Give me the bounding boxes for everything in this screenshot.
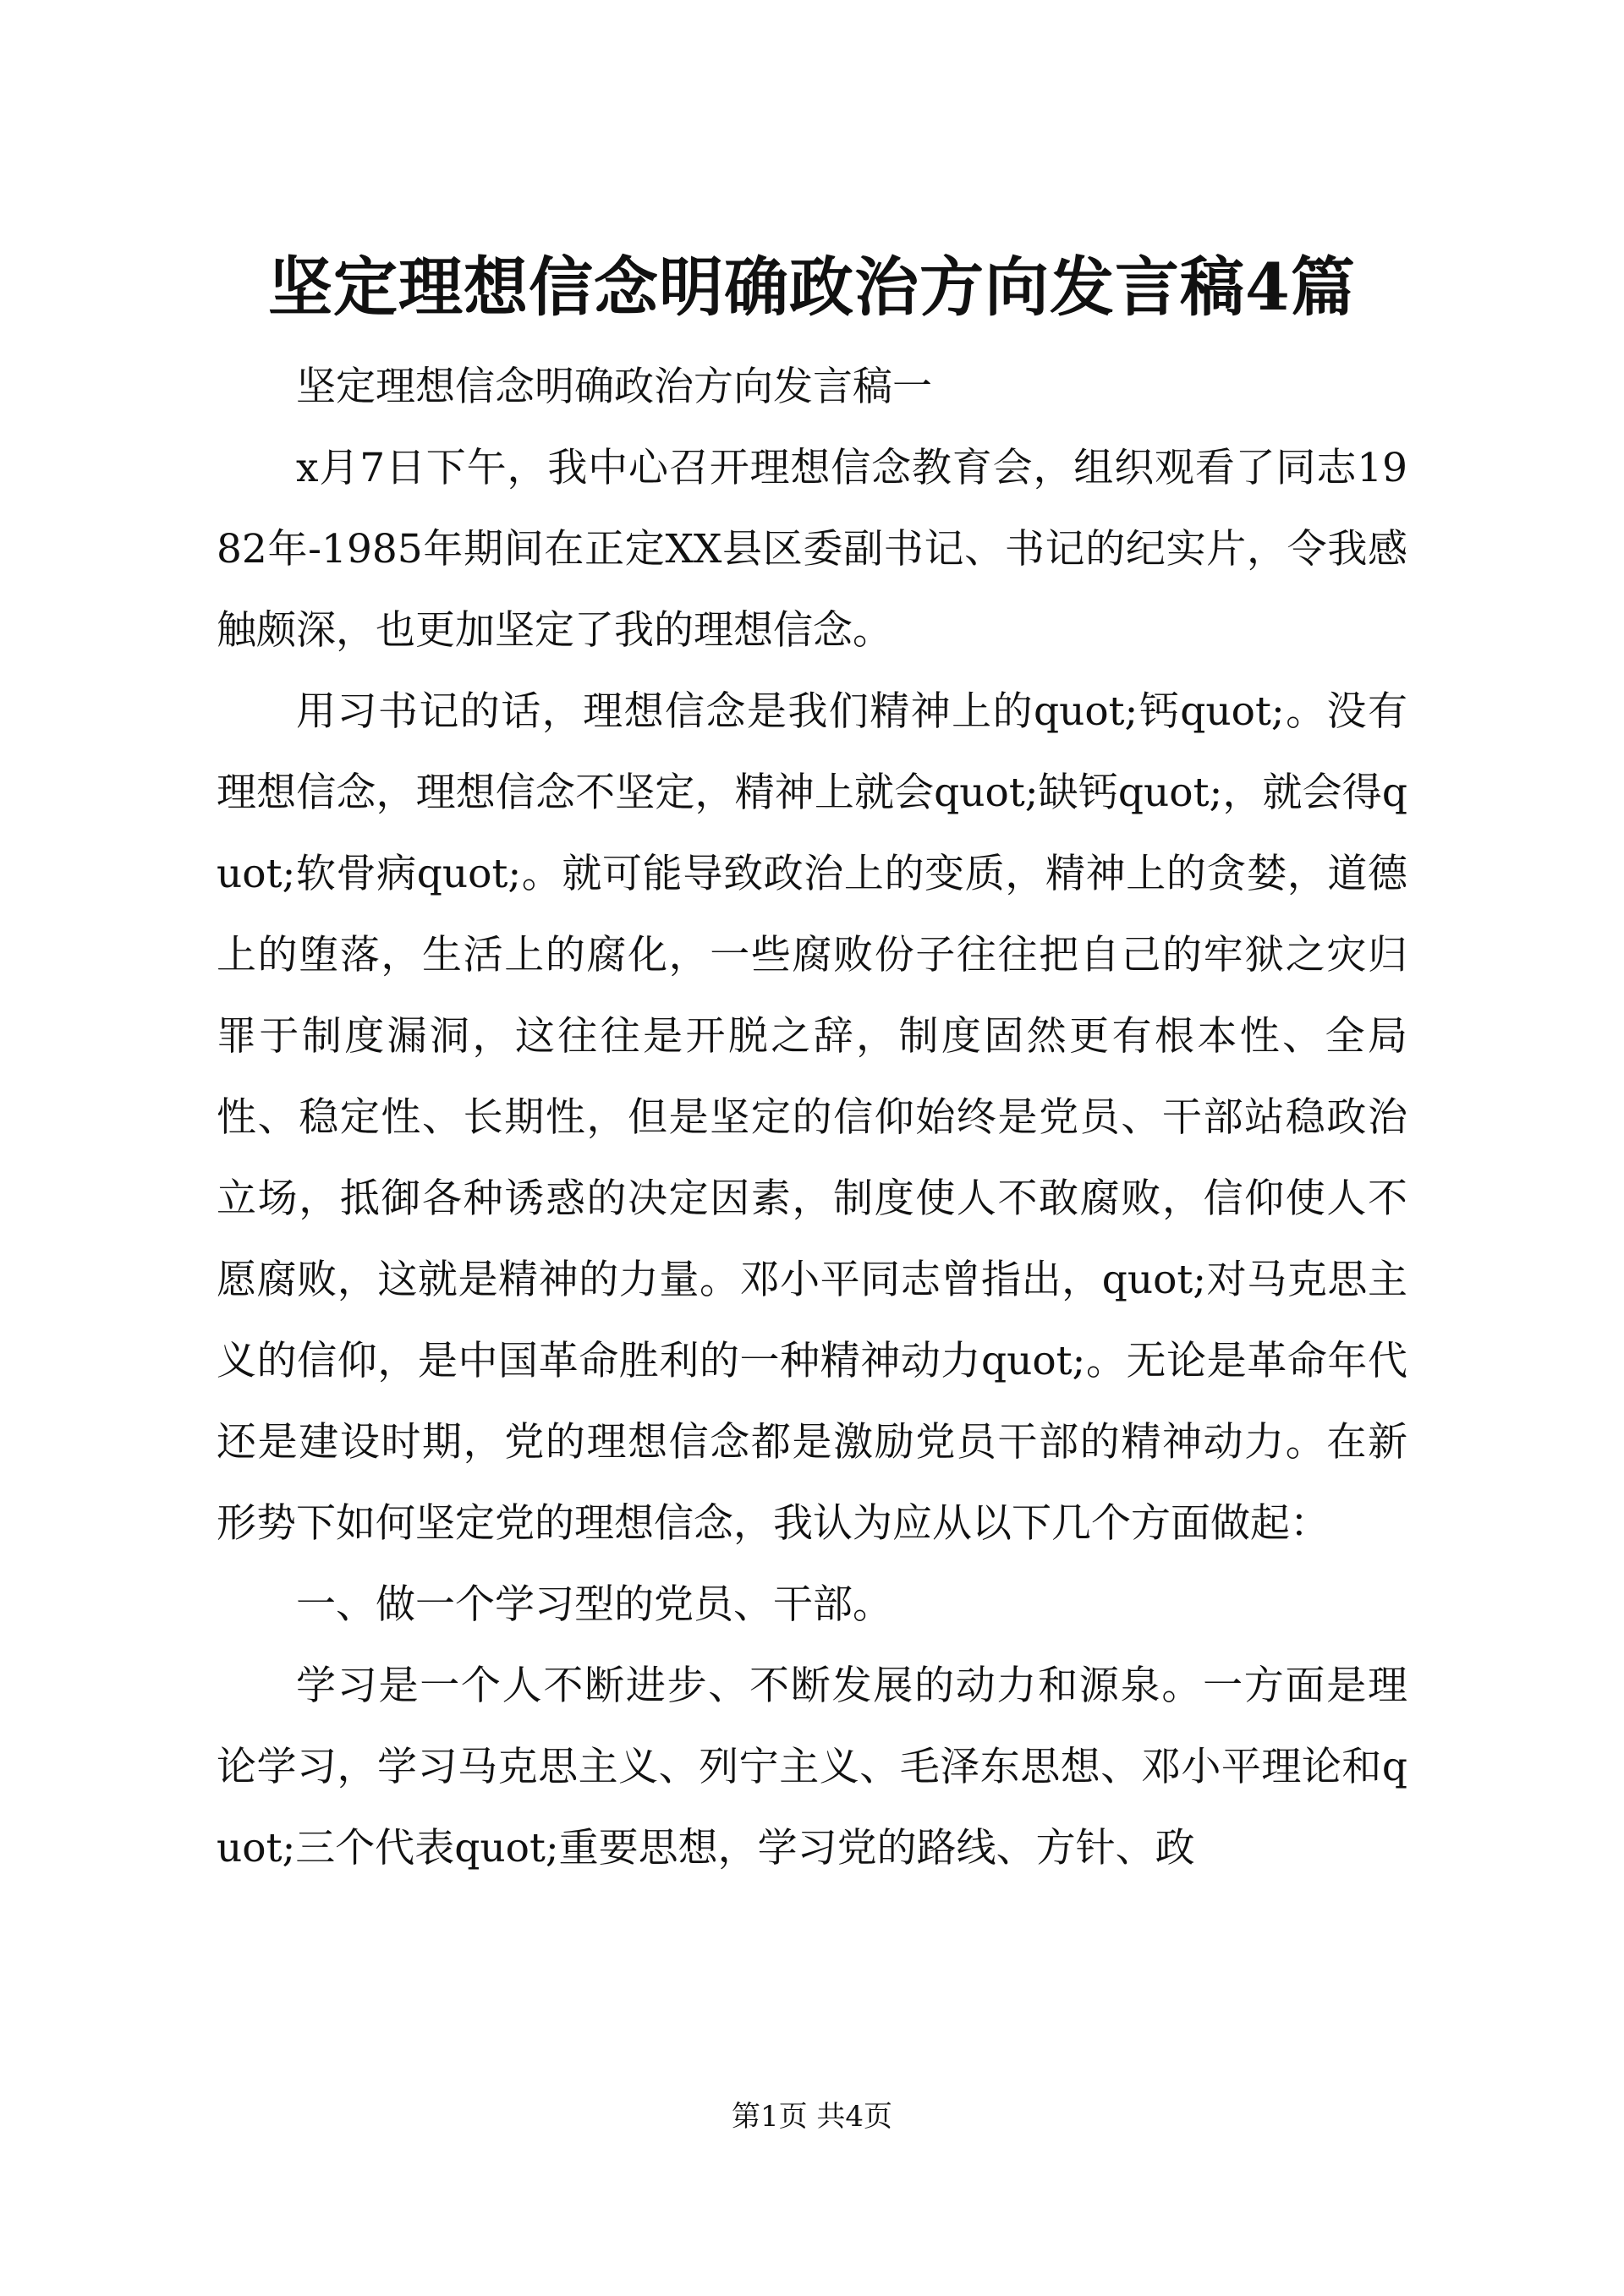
page-number: 第1页 共4页 xyxy=(731,2100,893,2134)
subtitle-paragraph: 坚定理想信念明确政治方向发言稿一 xyxy=(296,364,932,410)
body-paragraph: x月7日下午，我中心召开理想信念教育会，组织观看了同志1982年-1985年期间在正定XX县区委副书记、书记的纪实片，令我感触颇深，也更加坚定了我的理想信念。 xyxy=(217,445,1407,654)
body-paragraph: 学习是一个人不断进步、不断发展的动力和源泉。一方面是理论学习，学习马克思主义、列宁主义、毛泽东思想、邓小平理论和quot;三个代表quot;重要思想，学习党的路线、方针、政 xyxy=(217,1663,1407,1871)
document-title: 坚定理想信念明确政治方向发言稿4篇 xyxy=(268,249,1356,325)
page-footer xyxy=(0,2096,1624,2138)
section-heading: 一、做一个学习型的党员、干部。 xyxy=(296,1581,892,1628)
body-paragraph: 用习书记的话，理想信念是我们精神上的quot;钙quot;。没有理想信念，理想信念不坚定，精神上就会quot;缺钙quot;，就会得quot;软骨病quot;。就可能导致政治上的变质，精神上的贪婪，道德上的堕落，生活上的腐化，一些腐败份子往往把自己的牢狱之灾归罪于制度漏洞，这往往是开脱之辞，制度固然更有根本性、全局性、稳定性、长期性，但是坚定的信仰始终是党员、干部站稳政治立场，抵御各种诱惑的决定因素，制度使人不敢腐败，信仰使人不愿腐败，这就是精神的力量。邓小平同志曾指出，quot;对马克思主义的信仰，是中国革命胜利的一种精神动力quot;。无论是革命年代还是建设时期，党的理想信念都是激励党员干部的精神动力。在新形势下如何坚定党的理想信念，我认为应从以下几个方面做起： xyxy=(217,688,1407,1547)
document-body xyxy=(217,347,1407,1889)
